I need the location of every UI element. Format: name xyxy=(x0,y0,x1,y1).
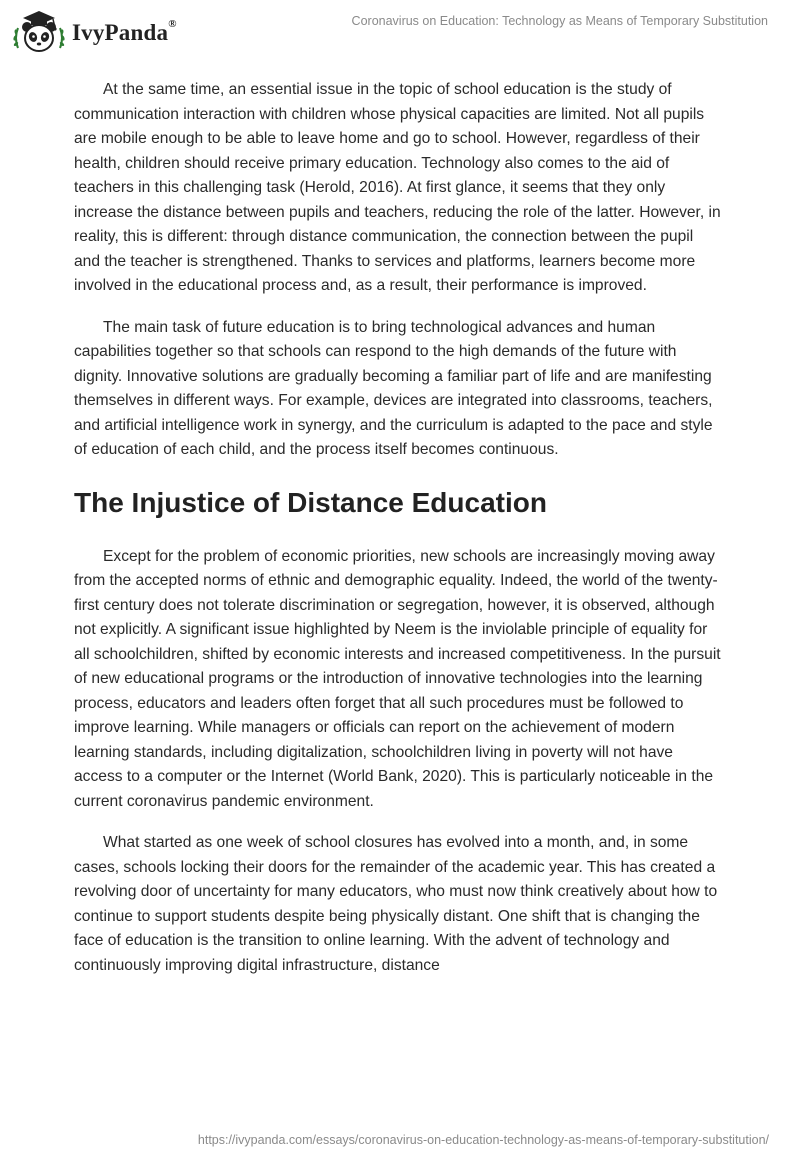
paragraph: The main task of future education is to bring technological advances and human capabilities together so that schools can respond to the high demands of the future with dignity. Innovative solutions are gradually becoming a familiar part of life and are manifesting themselves in different ways. For example, devices are integrated into classrooms, teachers, and artificial intelligence work in synergy, and the curriculum is adapted to the pace and style of education of each child, and the process itself becomes continuous. xyxy=(74,318,713,458)
document-title: Coronavirus on Education: Technology as Means of Temporary Substitution xyxy=(351,14,768,28)
panda-logo-icon xyxy=(10,8,68,56)
section-heading: The Injustice of Distance Education xyxy=(74,486,547,518)
logo[interactable] xyxy=(10,8,177,56)
paragraph: At the same time, an essential issue in the topic of school education is the study of communication interaction with children whose physical capacities are limited. Not all pupils are mobile enough to be able to leave home and go to school. However, regardless of their health, children should receive primary education. Technology also comes to the aid of teachers in this challenging task (Herold, 2016). At first glance, it seems that they only increase the distance between pupils and teachers, reducing the role of the latter. However, in reality, this is different: through distance communication, the connection between the pupil and the teacher is strengthened. Thanks to services and platforms, learners become more involved in the educational process and, as a result, their performance is improved. xyxy=(74,81,721,294)
paragraph: What started as one week of school closures has evolved into a month, and, in some cases, schools locking their doors for the remainder of the academic year. This has created a revolving door of uncertainty for many educators, who must now think creatively about how to continue to support students despite being physically distant. One shift that is changing the face of education is the transition to online learning. With the advent of technology and continuously improving digital infrastructure, distance xyxy=(74,834,718,974)
registered-mark: ® xyxy=(168,18,177,30)
paragraph: Except for the problem of economic priorities, new schools are increasingly moving away from the accepted norms of ethnic and demographic equality. Indeed, the world of the twenty-first century does not tolerate discrimination or segregation, however, it is observed, although not explicitly. A significant issue highlighted by Neem is the inviolable principle of equality for all schoolchildren, shifted by economic interests and increased competitiveness. In the pursuit of new educational programs or the introduction of innovative technologies into the learning process, educators and leaders often forget that all such procedures must be followed to improve learning. While managers or officials can report on the achievement of modern learning standards, including digitalization, schoolchildren living in poverty will not have access to a computer or the Internet (World Bank, 2020). This is particularly noticeable in the current coronavirus pandemic environment. xyxy=(74,547,721,810)
article-body xyxy=(74,78,722,995)
logo-text: IvyPanda® xyxy=(72,18,177,45)
source-url[interactable]: https://ivypanda.com/essays/coronavirus-on-education-technology-as-means-of-temporary-substitution/ xyxy=(197,1133,769,1147)
page-header xyxy=(0,0,800,60)
